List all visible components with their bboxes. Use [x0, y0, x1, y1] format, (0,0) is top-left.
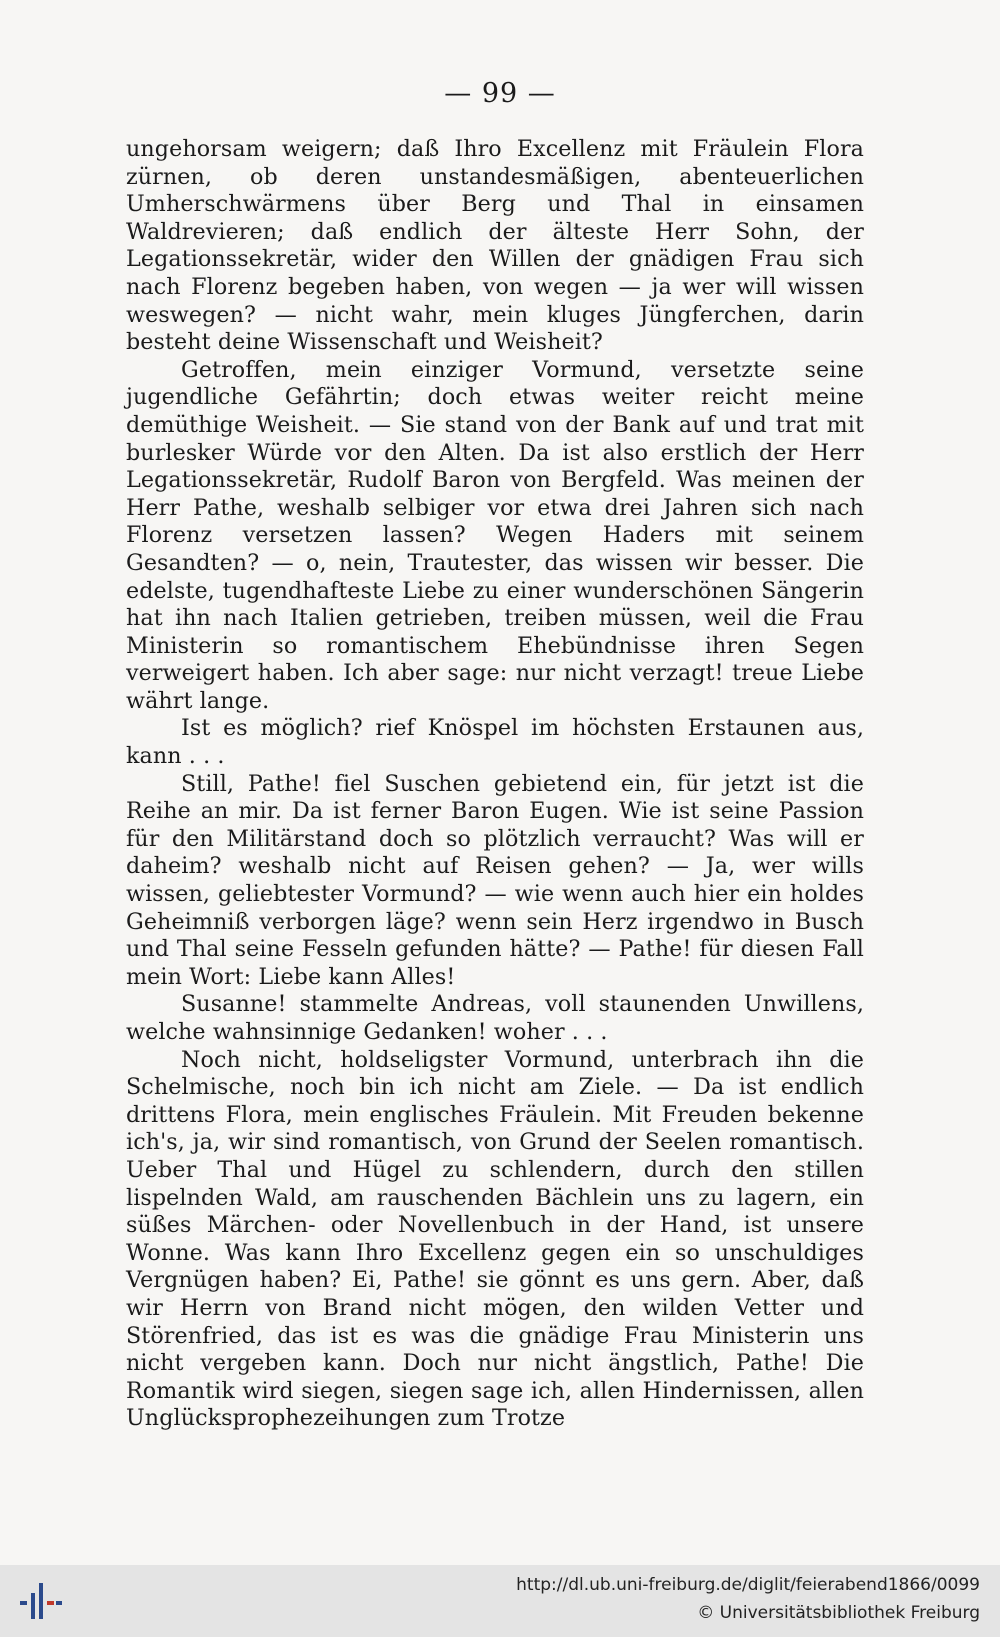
page-number: — 99 — — [444, 78, 556, 109]
paragraph-4: Still, Pathe! fiel Suschen gebietend ein, für jetzt ist die Reihe an mir. Da ist ferner Baron Eugen. Wie ist seine Passion für den Militärstand doch so plötzlich verraucht? Was will er daheim? weshalb nicht auf Reisen gehen? — Ja, wer wills wissen, geliebtester Vormund? — wie wenn auch hier ein holdes Geheimniß verborgen läge? wenn sein Herz irgendwo in Busch und Thal seine Fesseln gefunden hätte? — Pathe! für diesen Fall mein Wort: Liebe kann Alles! — [126, 770, 864, 990]
copyright-text: © Universitätsbibliothek Freiburg — [697, 1603, 980, 1623]
paragraph-1: ungehorsam weigern; daß Ihro Excellenz mit Fräulein Flora zürnen, ob deren unstandesmäßigen, abenteuerlichen Umherschwärmens über Berg und Thal in einsamen Waldrevieren; daß endlich der älteste Herr Sohn, der Legationssekretär, wider den Willen der gnädigen Frau sich nach Florenz begeben haben, von wegen — ja wer will wissen weswegen? — nicht wahr, mein kluges Jüngferchen, darin besteht deine Wissenschaft und Weisheit? — [126, 136, 864, 356]
paragraph-3: Ist es möglich? rief Knöspel im höchsten Erstaunen aus, kann . . . — [126, 715, 864, 770]
footer-url-link[interactable]: http://dl.ub.uni-freiburg.de/diglit/feierabend1866/0099 — [516, 1575, 980, 1595]
body-text — [126, 136, 864, 1433]
paragraph-5: Susanne! stammelte Andreas, voll staunenden Unwillens, welche wahnsinnige Gedanken! woher . . . — [126, 991, 864, 1045]
ub-freiburg-logo-icon[interactable] — [18, 1579, 64, 1625]
paragraph-6: Noch nicht, holdseligster Vormund, unterbrach ihn die Schelmische, noch bin ich nicht am Ziele. — Da ist endlich drittens Flora, mein englisches Fräulein. Mit Freuden bekenne ich's, ja, wir sind romantisch, von Grund der Seelen romantisch. Ueber Thal und Hügel zu schlendern, durch den stillen lispelnden Wald, am rauschenden Bächlein uns zu lagern, ein süßes Märchen- oder Novellenbuch in der Hand, ist unsere Wonne. Was kann Ihro Excellenz gegen ein so unschuldiges Vergnügen haben? Ei, Pathe! sie gönnt es uns gern. Aber, daß wir Herrn von Brand nicht mögen, den wilden Vetter und Störenfried, das ist es was die gnädige Frau Ministerin uns nicht vergeben kann. Doch nur nicht ängstlich, Pathe! Die Romantik wird siegen, siegen sage ich, allen Hindernissen, allen Unglücksprophezeihungen zum Trotze — [126, 1046, 864, 1432]
footer-bar — [0, 1565, 1000, 1637]
paragraph-2: Getroffen, mein einziger Vormund, versetzte seine jugendliche Gefährtin; doch etwas weiter reicht meine demüthige Weisheit. — Sie stand von der Bank auf und trat mit burlesker Würde vor den Alten. Da ist also erstlich der Herr Legationssekretär, Rudolf Baron von Bergfeld. Was meinen der Herr Pathe, weshalb selbiger vor etwa drei Jahren sich nach Florenz versetzen lassen? Wegen Haders mit seinem Gesandten? — o, nein, Trautester, das wissen wir besser. Die edelste, tugendhafteste Liebe zu einer wunderschönen Sängerin hat ihn nach Italien getrieben, treiben müssen, weil die Frau Ministerin so romantischem Ehebündnisse ihren Segen verweigert haben. Ich aber sage: nur nicht verzagt! treue Liebe währt lange. — [126, 356, 864, 714]
